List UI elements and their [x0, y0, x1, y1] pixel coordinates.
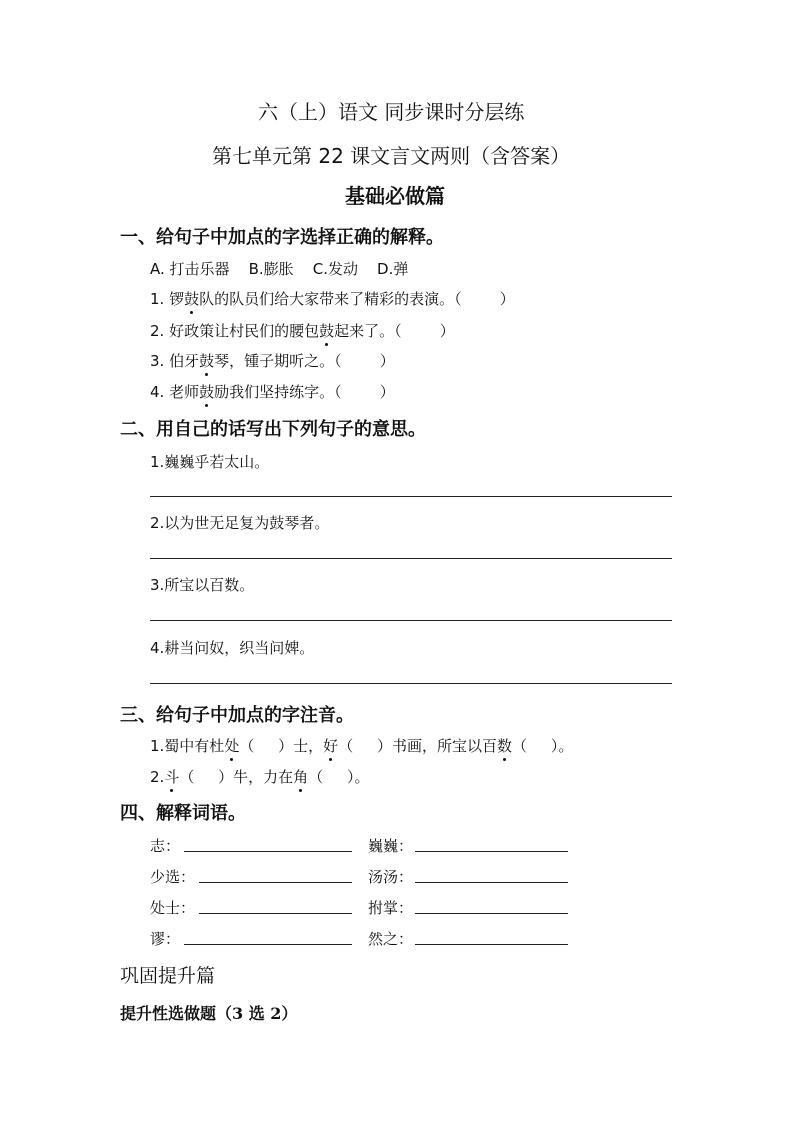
answer-line-4[interactable]: [150, 683, 672, 684]
l1-part-b: （ ）士，: [239, 737, 324, 755]
question-2: [150, 320, 455, 341]
question-1: [150, 288, 515, 309]
q2-dotted-char: 鼓: [319, 322, 335, 340]
pinyin-line-1: [150, 735, 573, 756]
l2-part-a: 2.: [150, 768, 165, 786]
l2-dotted-1: 斗: [164, 768, 180, 786]
lesson-title: 第七单元第 22 课文言文两则（含答案）: [212, 144, 571, 168]
answer-line-1[interactable]: [150, 496, 672, 497]
q4-post: 励我们坚持练字。（ ）: [214, 383, 395, 401]
q4-dotted-char: 鼓: [199, 383, 215, 401]
q3-dotted-char: 鼓: [199, 352, 215, 370]
section-title-basic: 基础必做篇: [345, 184, 445, 208]
translate-item-1: 1.巍巍乎若太山。: [150, 453, 270, 471]
vocab-label-chushi: 处士：: [150, 899, 196, 917]
q1-pre: 1. 锣: [150, 290, 185, 308]
vocab-line-ranzhi[interactable]: [415, 944, 568, 945]
vocab-label-ranzhi: 然之：: [368, 930, 414, 948]
q3-post: 琴，锺子期听之。（ ）: [214, 352, 395, 370]
answer-line-2[interactable]: [150, 558, 672, 559]
l1-dotted-2: 好: [323, 737, 339, 755]
q1-dotted-char: 鼓: [184, 290, 200, 308]
translate-item-4: 4.耕当问奴，织当问婢。: [150, 639, 315, 657]
question-3: [150, 350, 395, 371]
q2-pre: 2. 好政策让村民们的腰包: [150, 322, 320, 340]
vocab-label-weiwei: 巍巍：: [368, 837, 414, 855]
options-line: A. 打击乐器 B.膨胀 C.发动 D.弹: [150, 260, 409, 278]
vocab-label-shaoxuan: 少选：: [150, 868, 196, 886]
vocab-line-shaoxuan[interactable]: [199, 882, 352, 883]
vocab-line-shangshang[interactable]: [415, 882, 568, 883]
vocab-line-weiwei[interactable]: [415, 851, 568, 852]
section-3-heading: 三、给句子中加点的字注音。: [120, 705, 354, 726]
vocab-label-zhi: 志：: [150, 837, 181, 855]
section-title-advanced: 巩固提升篇: [120, 965, 216, 987]
section-4-heading: 四、解释词语。: [120, 803, 246, 824]
vocab-line-miu[interactable]: [184, 944, 352, 945]
translate-item-3: 3.所宝以百数。: [150, 576, 255, 594]
l2-part-b: （ ）牛，力在: [179, 768, 294, 786]
pinyin-line-2: [150, 766, 370, 787]
vocab-label-shangshang: 汤汤：: [368, 868, 414, 886]
l1-dotted-1: 处: [224, 737, 240, 755]
l1-dotted-3: 数: [497, 737, 513, 755]
section-2-heading: 二、用自己的话写出下列句子的意思。: [120, 419, 426, 440]
answer-line-3[interactable]: [150, 620, 672, 621]
vocab-line-fuzhang[interactable]: [415, 913, 568, 914]
q4-pre: 4. 老师: [150, 383, 200, 401]
optional-questions-heading: 提升性选做题（3 选 2）: [120, 1004, 298, 1023]
vocab-line-chushi[interactable]: [199, 913, 352, 914]
l1-part-d: （ ）。: [512, 737, 574, 755]
vocab-label-miu: 谬：: [150, 930, 181, 948]
vocab-label-fuzhang: 拊掌：: [368, 899, 414, 917]
q2-post: 起来了。（ ）: [334, 322, 455, 340]
translate-item-2: 2.以为世无足复为鼓琴者。: [150, 514, 330, 532]
l2-part-c: （ ）。: [308, 768, 370, 786]
q3-pre: 3. 伯牙: [150, 352, 200, 370]
l1-part-c: （ ）书画，所宝以百: [338, 737, 498, 755]
worksheet-title: 六（上）语文 同步课时分层练: [258, 100, 525, 124]
question-4: [150, 381, 395, 402]
l1-part-a: 1.蜀中有杜: [150, 737, 225, 755]
q1-post: 队的队员们给大家带来了精彩的表演。（ ）: [199, 290, 515, 308]
section-1-heading: 一、给句子中加点的字选择正确的解释。: [120, 227, 444, 248]
l2-dotted-2: 角: [293, 768, 309, 786]
vocab-line-zhi[interactable]: [184, 851, 352, 852]
